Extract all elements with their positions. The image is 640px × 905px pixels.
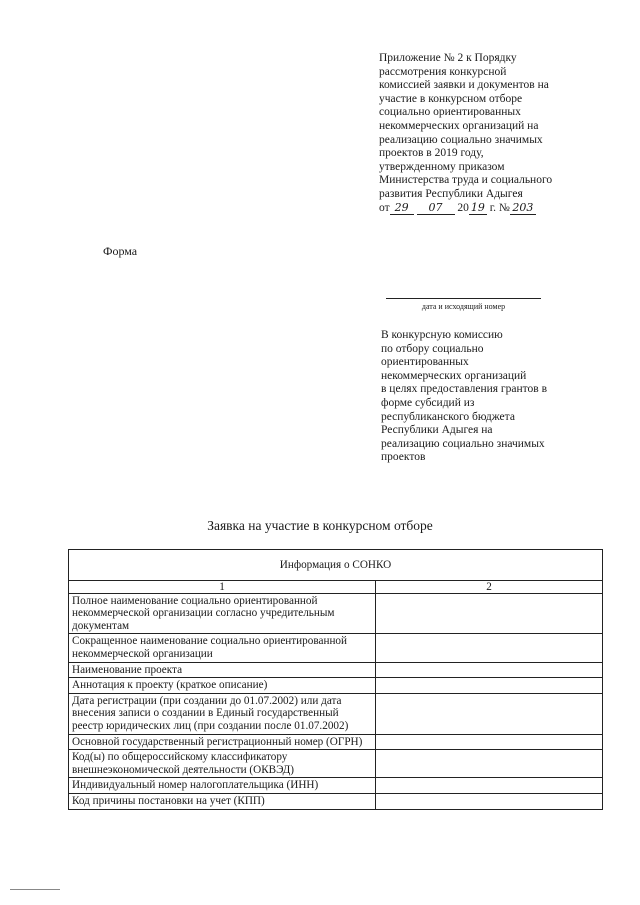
row-label: Дата регистрации (при создании до 01.07.2002) или дата внесения записи о создании в Единый государственный реестр юридических лиц (при создании после 01.07.2002) [69, 693, 376, 734]
table-header: Информация о СОНКО [69, 550, 603, 581]
handwritten-day: 29 [390, 202, 414, 215]
page-title: Заявка на участие в конкурсном отборе [207, 518, 433, 533]
table-row [69, 750, 603, 778]
addressee-block [381, 329, 581, 465]
appendix-line: утвержденному приказом [379, 160, 505, 173]
row-label: Основной государственный регистрационный номер (ОГРН) [69, 734, 376, 750]
row-label: Аннотация к проекту (краткое описание) [69, 678, 376, 694]
addressee-line: форме субсидий из [381, 396, 475, 409]
appendix-line: рассмотрения конкурсной [379, 65, 507, 78]
addressee-line: республиканского бюджета [381, 410, 515, 423]
handwritten-month: 07 [417, 202, 455, 215]
row-value[interactable] [376, 634, 603, 662]
row-label: Код причины постановки на учет (КПП) [69, 793, 376, 809]
addressee-line: В конкурсную комиссию [381, 329, 503, 341]
row-label: Сокращенное наименование социально ориентированной некоммерческой организации [69, 634, 376, 662]
form-label: Форма [103, 244, 138, 258]
row-value[interactable] [376, 593, 603, 634]
table-row [69, 634, 603, 662]
table-row [69, 678, 603, 694]
appendix-line: проектов в 2019 году, [379, 147, 484, 160]
table-row [69, 778, 603, 794]
handwritten-order-number: 203 [510, 202, 536, 215]
addressee-line: реализацию социально значимых [381, 437, 545, 450]
year-prefix: 20 [457, 201, 469, 214]
table-row [69, 734, 603, 750]
addressee-line: в целях предоставления грантов в [381, 383, 548, 396]
appendix-line: реализацию социально значимых [379, 133, 543, 146]
appendix-line: развития Республики Адыгея [379, 187, 523, 200]
row-label: Код(ы) по общероссийскому классификатору внешнеэкономической деятельности (ОКВЭД) [69, 750, 376, 778]
appendix-line: Министерства труда и социального [379, 174, 553, 187]
row-label: Наименование проекта [69, 662, 376, 678]
row-label: Индивидуальный номер налогоплательщика (ИНН) [69, 778, 376, 794]
appendix-line: некоммерческих организаций на [379, 119, 539, 132]
appendix-header [379, 52, 594, 215]
row-value[interactable] [376, 662, 603, 678]
handwritten-year: 19 [470, 200, 485, 214]
addressee-line: ориентированных [381, 356, 469, 369]
column-number-2: 2 [376, 580, 603, 593]
appendix-line: Приложение № 2 к Порядку [379, 52, 517, 64]
registration-line [386, 298, 541, 299]
table-row [69, 593, 603, 634]
registration-caption: дата и исходящий номер [421, 302, 506, 311]
row-value[interactable] [376, 750, 603, 778]
application-table [68, 549, 603, 810]
row-value[interactable] [376, 793, 603, 809]
row-value[interactable] [376, 734, 603, 750]
row-value[interactable] [376, 678, 603, 694]
row-value[interactable] [376, 778, 603, 794]
appendix-line: социально ориентированных [379, 106, 521, 119]
row-label: Полное наименование социально ориентированной некоммерческой организации согласно учредительным документам [69, 593, 376, 634]
date-prefix: от [379, 201, 390, 214]
table-row [69, 662, 603, 678]
row-value[interactable] [376, 693, 603, 734]
addressee-line: Республики Адыгея на [381, 424, 493, 437]
table-row [69, 693, 603, 734]
table-row [69, 793, 603, 809]
appendix-line: участие в конкурсном отборе [379, 92, 523, 105]
appendix-line: комиссией заявки и документов на [379, 79, 549, 92]
footer-rule [10, 889, 60, 890]
addressee-line: проектов [381, 451, 426, 464]
addressee-line: по отбору социально [381, 342, 484, 355]
order-date-number [379, 202, 594, 216]
column-number-1: 1 [69, 580, 376, 593]
number-label: г. № [489, 201, 510, 214]
addressee-line: некоммерческих организаций [381, 369, 527, 382]
